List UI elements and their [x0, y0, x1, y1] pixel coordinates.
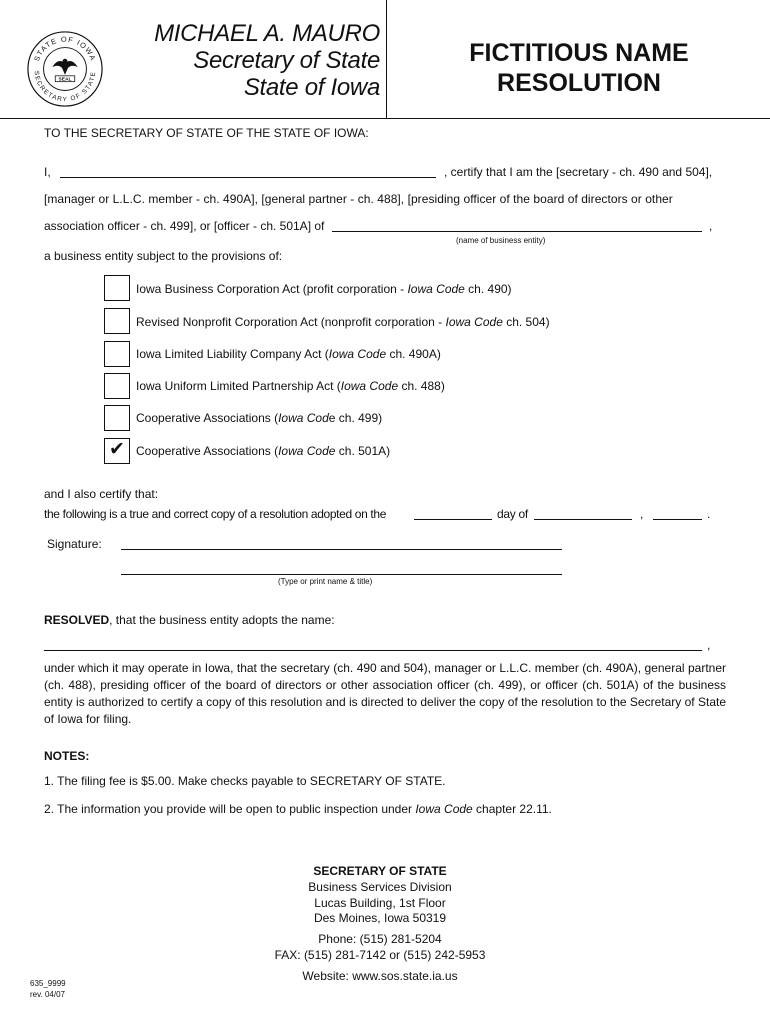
checkbox-cooperative-499[interactable]: [104, 405, 130, 431]
day-of-label: day of: [497, 507, 528, 521]
certify-suffix: , certify that I am the [secretary - ch. 490 and 504],: [444, 165, 713, 179]
signature-label: Signature:: [47, 537, 102, 551]
seal-ring-top: STATE OF IOWA: [31, 34, 99, 63]
act-label-nonprofit-corporation: Revised Nonprofit Corporation Act (nonprofit corporation - Iowa Code ch. 504): [136, 315, 550, 329]
certifier-name-field[interactable]: [60, 177, 436, 178]
note-public-inspection: 2. The information you provide will be open to public inspection under Iowa Code chapter 22.11.: [44, 802, 552, 816]
footer-city: Des Moines, Iowa 50319: [313, 911, 447, 925]
note-filing-fee: 1. The filing fee is $5.00. Make checks payable to SECRETARY OF STATE.: [44, 774, 446, 788]
official-title: Secretary of State: [193, 47, 380, 74]
footer-division: Business Services Division: [308, 880, 452, 894]
state-seal-logo: [26, 30, 104, 108]
adopted-month-field[interactable]: [534, 519, 632, 520]
resolved-line: [44, 613, 335, 627]
svg-text:STATE OF IOWA: [32, 35, 98, 63]
seal-center-text: SEAL: [58, 77, 72, 83]
addressee: TO THE SECRETARY OF STATE OF THE STATE OF IOWA:: [44, 126, 369, 140]
footer-website: Website: www.sos.state.ia.us: [302, 969, 458, 983]
checkbox-limited-partnership[interactable]: [104, 373, 130, 399]
subject-line: a business entity subject to the provisions of:: [44, 249, 283, 263]
header-divider-horizontal: [0, 118, 770, 119]
official-name: MICHAEL A. MAURO: [154, 20, 380, 47]
adopted-name-comma: ,: [707, 638, 711, 652]
state-name: State of Iowa: [243, 74, 380, 101]
adopted-text: the following is a true and correct copy of a resolution adopted on the: [44, 507, 387, 521]
seal-ring-bottom: SECRETARY OF STATE: [32, 70, 98, 104]
form-title: [420, 38, 738, 98]
print-name-caption: (Type or print name & title): [278, 577, 373, 586]
notes-heading: NOTES:: [44, 749, 90, 763]
entity-name-caption: (name of business entity): [456, 236, 546, 245]
entity-name-comma: ,: [709, 219, 713, 233]
form-title-line1: FICTITIOUS NAME: [469, 39, 689, 67]
act-label-llc: Iowa Limited Liability Company Act (Iowa Code ch. 490A): [136, 347, 441, 361]
act-label-business-corporation: Iowa Business Corporation Act (profit corporation - Iowa Code ch. 490): [136, 282, 512, 296]
form-number: 635_9999: [30, 979, 66, 988]
certify-prefix: I,: [44, 165, 51, 179]
checkbox-cooperative-501a[interactable]: [104, 438, 130, 464]
adopted-day-field[interactable]: [414, 519, 492, 520]
adopted-name-field[interactable]: [44, 650, 702, 651]
header-official-block: [154, 20, 380, 101]
act-label-cooperative-499: Cooperative Associations (Iowa Code ch. 499): [136, 411, 383, 425]
roles-line2: association officer - ch. 499], or [officer - ch. 501A] of: [44, 219, 325, 233]
form-title-line2: RESOLUTION: [497, 69, 661, 97]
roles-line: [manager or L.L.C. member - ch. 490A], [general partner - ch. 488], [presiding officer of the board of directors or other: [44, 192, 673, 206]
resolved-paragraph: under which it may operate in Iowa, that the secretary (ch. 490 and 504), manager or L.L.C. member (ch. 490A), general partner (ch. 488), presiding officer of the board of directors or other association officer (ch. 499), or officer (ch. 501A) of the business entity is authorized to certify a copy of this resolution and is directed to deliver the copy of the resolution to the Secretary of State of Iowa for filing.: [44, 661, 726, 726]
signature-field[interactable]: [121, 549, 562, 550]
act-label-limited-partnership: Iowa Uniform Limited Partnership Act (Iowa Code ch. 488): [136, 379, 445, 393]
resolved-lead: RESOLVED: [44, 613, 110, 627]
act-label-cooperative-501a: Cooperative Associations (Iowa Code ch. 501A): [136, 444, 391, 458]
header-divider-vertical: [386, 0, 387, 118]
checkbox-nonprofit-corporation[interactable]: [104, 308, 130, 334]
form-revision: rev. 04/07: [30, 990, 65, 999]
year-comma: ,: [640, 507, 644, 521]
footer-office: SECRETARY OF STATE: [313, 864, 447, 878]
check-mark-icon: ✔: [109, 439, 125, 460]
resolved-text: , that the business entity adopts the name:: [109, 613, 335, 627]
adopted-year-field[interactable]: [653, 519, 702, 520]
footer-phone: Phone: (515) 281-5204: [318, 932, 442, 946]
footer-building: Lucas Building, 1st Floor: [314, 896, 446, 910]
footer-fax: FAX: (515) 281-7142 or (515) 242-5953: [274, 948, 486, 962]
checkbox-llc[interactable]: [104, 341, 130, 367]
checkbox-business-corporation[interactable]: [104, 275, 130, 301]
entity-name-field[interactable]: [332, 231, 702, 232]
certify-intro: and I also certify that:: [44, 487, 159, 501]
print-name-title-field[interactable]: [121, 574, 562, 575]
year-period: .: [707, 507, 711, 521]
